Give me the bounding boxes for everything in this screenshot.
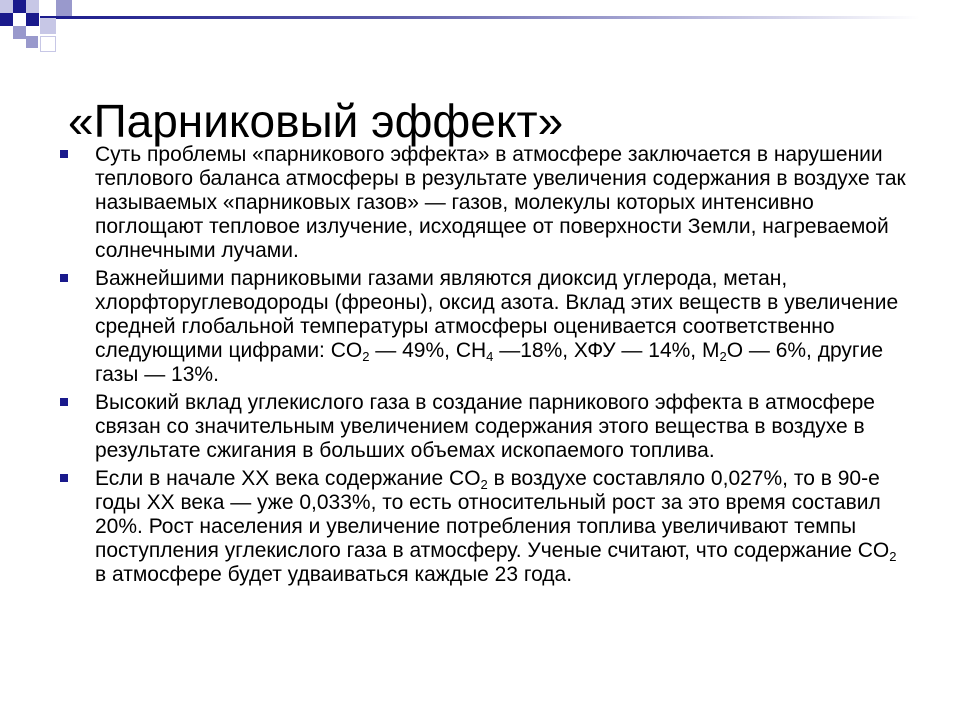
bullet-item [58, 143, 908, 263]
bullet-text-segment: O — 6%, другие газы — 13%. [95, 339, 883, 386]
decor-square [13, 0, 26, 13]
formula-subscript: 2 [719, 349, 727, 364]
formula-subscript: 4 [486, 349, 494, 364]
bullet-text-segment: в воздухе составляло 0,027%, то в 90-е годы XX века — уже 0,033%, то есть относительный рост за это время составил 20%. Рост населения и увеличение потребления топлива увеличивают темпы поступления углекислого газа в атмосферу. Ученые считают, что содержание CO [95, 467, 890, 562]
bullet-square-icon [60, 474, 68, 482]
bullet-text-segment: Суть проблемы «парникового эффекта» в атмосфере заключается в нарушении теплового баланса атмосферы в результате увеличения содержания в воздухе так называемых «парниковых газов» — газов, молекулы которых интенсивно поглощают тепловое излучение, исходящее от поверхности Земли, нагреваемой солнечными лучами. [95, 143, 906, 262]
bullet-text [95, 267, 898, 386]
decor-square [13, 26, 26, 39]
bullet-text-segment: — 49%, CH [369, 339, 487, 362]
bullet-square-icon [60, 150, 68, 158]
bullet-text [95, 467, 896, 586]
bullet-square-icon [60, 274, 68, 282]
formula-subscript: 2 [889, 549, 897, 564]
bullet-text [95, 391, 875, 462]
slide-title: «Парниковый эффект» [68, 94, 564, 147]
decor-square [0, 0, 13, 13]
header-accent-line [40, 16, 920, 19]
decor-square [26, 0, 39, 13]
decor-square [56, 0, 72, 16]
bullet-list [58, 143, 908, 591]
header-decoration [0, 0, 960, 70]
decor-square [40, 18, 56, 34]
decor-square [0, 13, 13, 26]
bullet-item [58, 391, 908, 463]
bullet-item [58, 467, 908, 587]
formula-subscript: 2 [480, 477, 488, 492]
formula-subscript: 2 [362, 349, 370, 364]
bullet-text-segment: Высокий вклад углекислого газа в создание парникового эффекта в атмосфере связан со значительным увеличением содержания этого вещества в воздухе в результате сжигания в больших объемах ископаемого топлива. [95, 391, 875, 462]
bullet-text-segment: в атмосфере будет удваиваться каждые 23 года. [95, 563, 573, 586]
bullet-text-segment: —18%, ХФУ — 14%, M [493, 339, 720, 362]
decor-square [26, 36, 38, 48]
decor-square [26, 13, 39, 26]
bullet-item [58, 267, 908, 387]
decor-square [40, 36, 56, 52]
decor-square [13, 13, 26, 26]
bullet-text-segment: Если в начале XX века содержание CO [95, 467, 481, 490]
bullet-text [95, 143, 906, 262]
bullet-square-icon [60, 398, 68, 406]
bullet-text-segment: Важнейшими парниковыми газами являются диоксид углерода, метан, хлорфторуглеводороды (фреоны), оксид азота. Вклад этих веществ в увеличение средней глобальной температуры атмосферы оценивается соответственно следующими цифрами: CO [95, 267, 899, 362]
